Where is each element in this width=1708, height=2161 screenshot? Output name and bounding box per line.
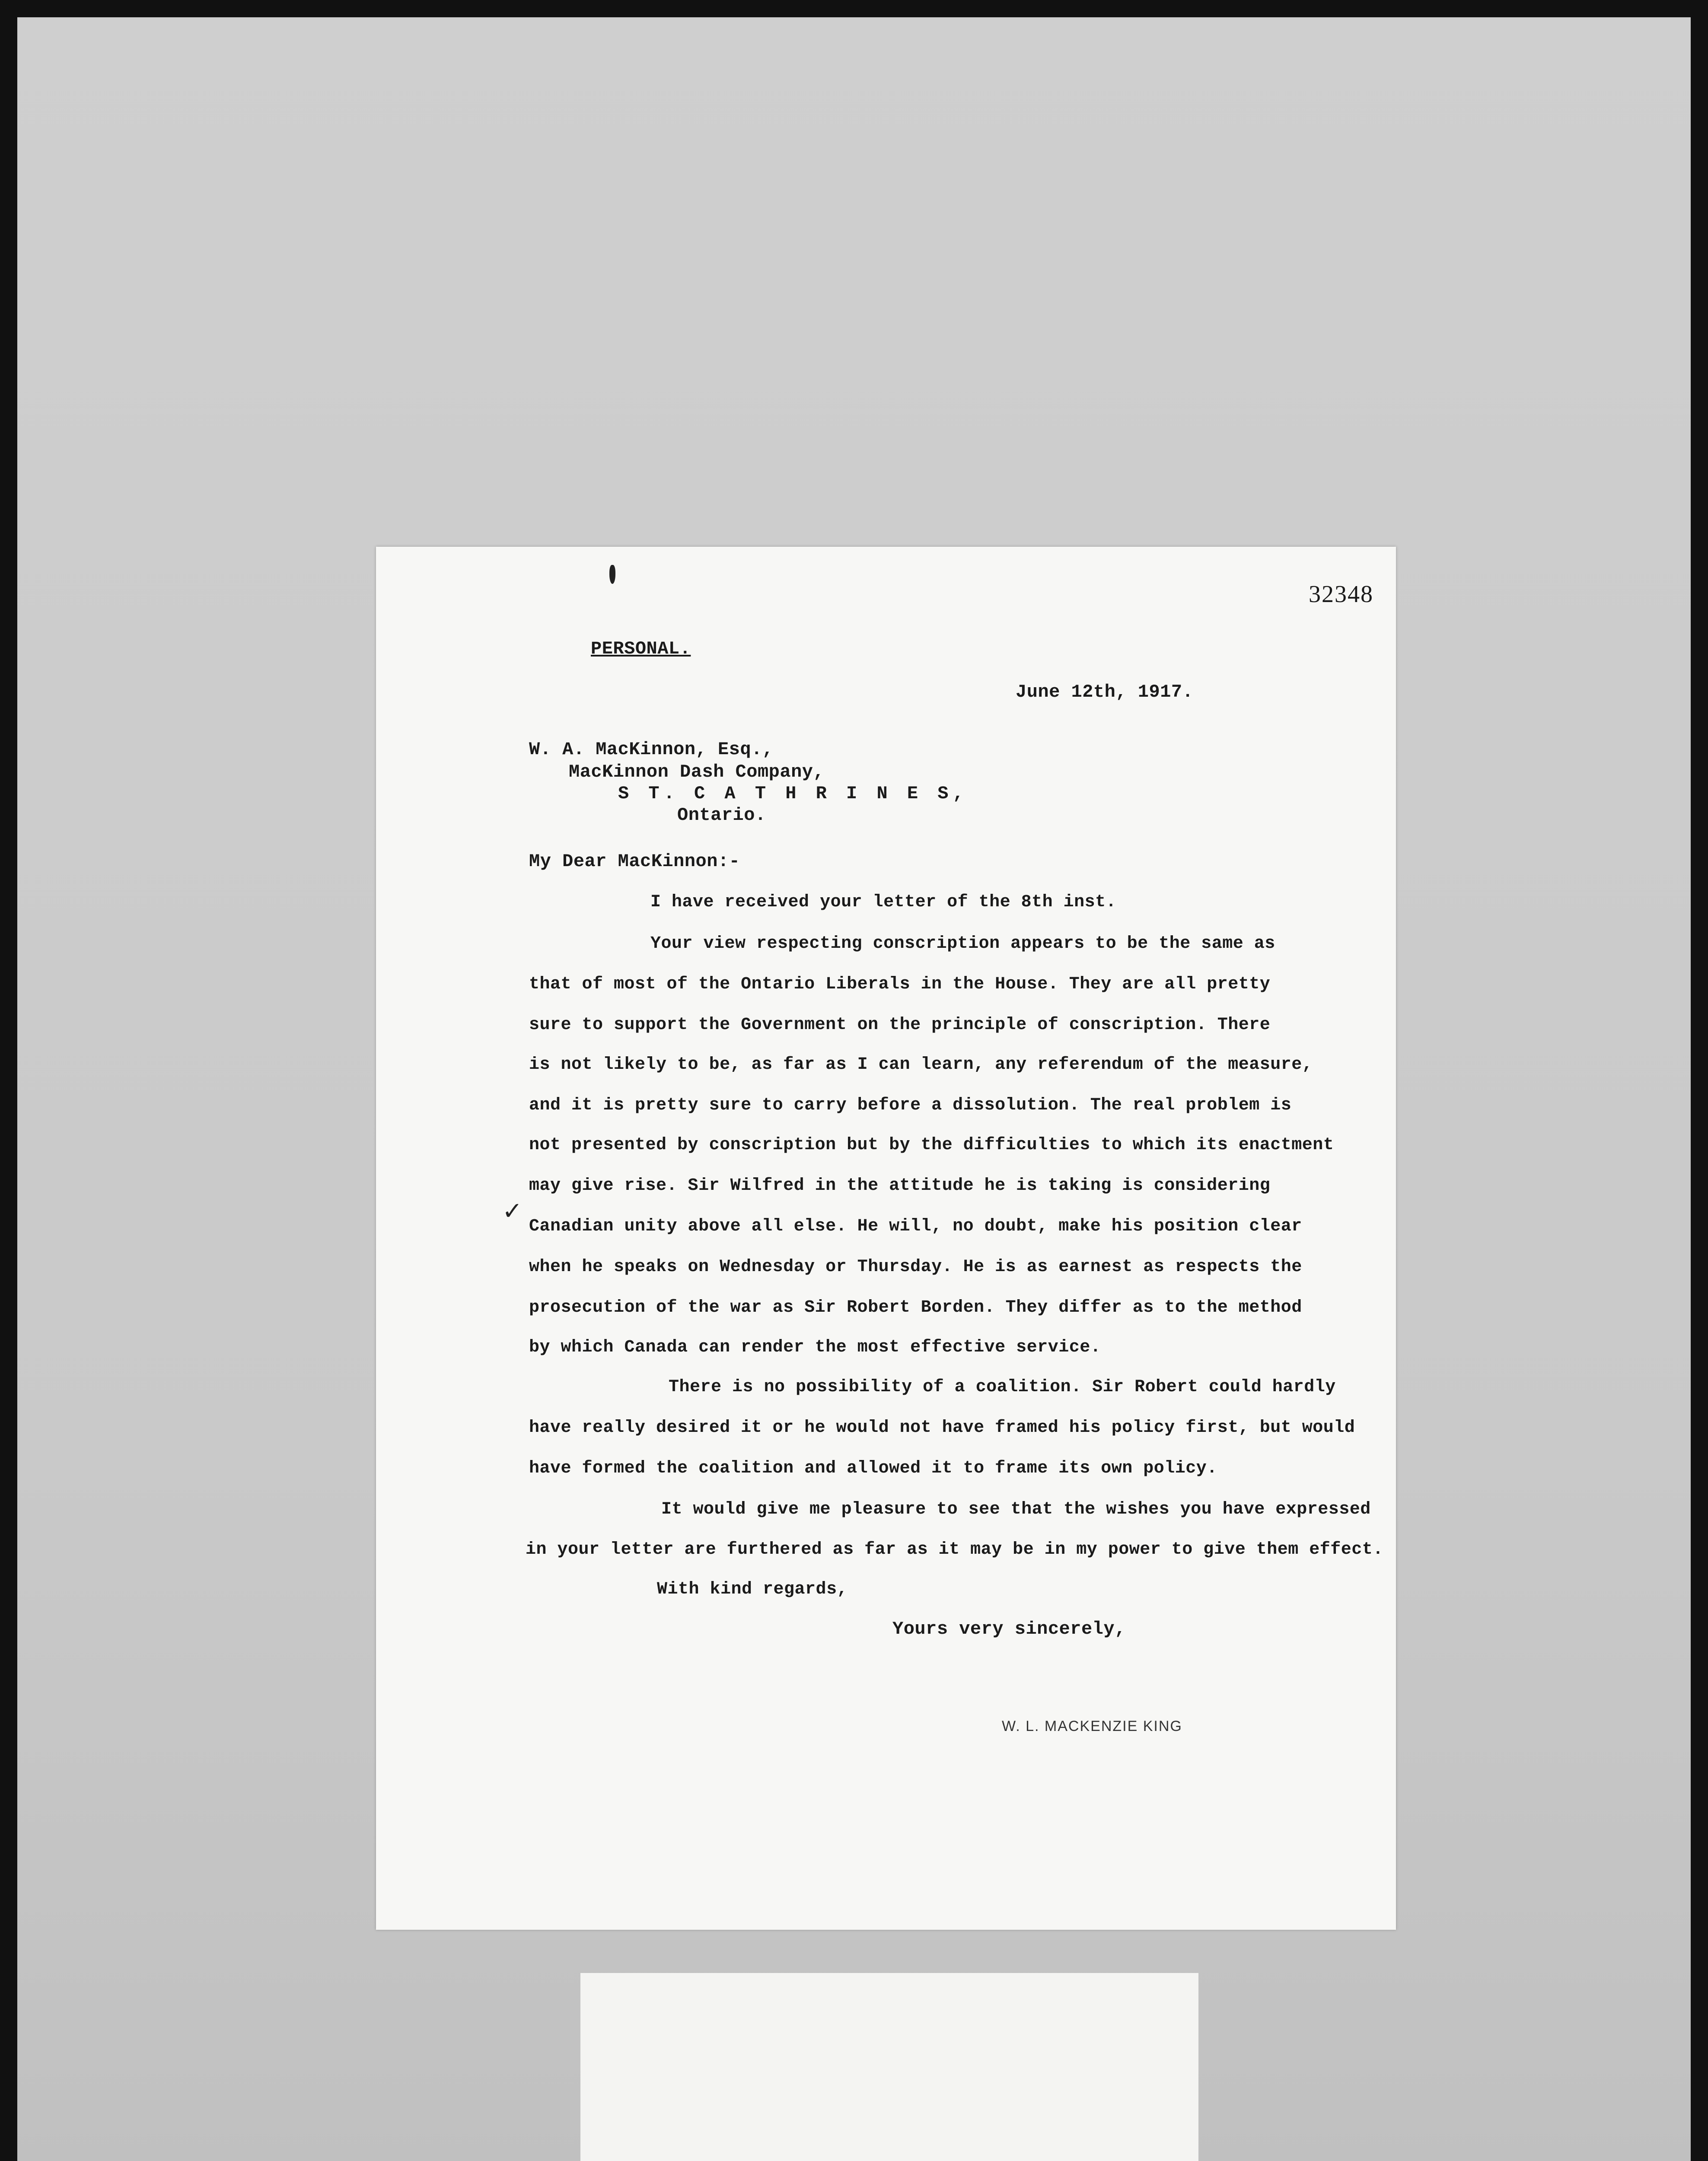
recipient-company: MacKinnon Dash Company, (569, 762, 825, 782)
recipient-province: Ontario. (677, 805, 766, 826)
body-line: sure to support the Government on the principle of conscription. There (529, 1015, 1271, 1035)
body-line: With kind regards, (657, 1580, 848, 1599)
recipient-city: S T. C A T H R I N E S, (618, 783, 968, 804)
body-line: and it is pretty sure to carry before a dissolution. The real problem is (529, 1096, 1292, 1115)
file-number: 32348 (1309, 581, 1373, 608)
check-mark: ✓ (502, 1197, 523, 1225)
microfilm-frame (17, 17, 1691, 2161)
body-line: by which Canada can render the most effective service. (529, 1338, 1101, 1357)
personal-marking: PERSONAL. (591, 638, 691, 659)
body-line: have formed the coalition and allowed it to frame its own policy. (529, 1459, 1217, 1478)
salutation: My Dear MacKinnon:- (529, 851, 740, 872)
archive-card (580, 1973, 1198, 2161)
body-line: is not likely to be, as far as I can learn, any referendum of the measure, (529, 1055, 1313, 1074)
body-line: when he speaks on Wednesday or Thursday. He is as earnest as respects the (529, 1257, 1302, 1277)
letter-date: June 12th, 1917. (1016, 682, 1194, 702)
closing: Yours very sincerely, (892, 1619, 1126, 1639)
body-line: in your letter are furthered as far as it may be in my power to give them effect. (526, 1540, 1383, 1559)
body-line: There is no possibility of a coalition. Sir Robert could hardly (669, 1377, 1336, 1397)
signature: W. L. MACKENZIE KING (1002, 1718, 1182, 1734)
body-line: Your view respecting conscription appears to be the same as (650, 934, 1275, 953)
body-line: have really desired it or he would not have framed his policy first, but would (529, 1418, 1355, 1437)
ink-mark (609, 565, 615, 584)
letter-sheet (376, 547, 1396, 1930)
body-line: Canadian unity above all else. He will, no doubt, make his position clear (529, 1217, 1302, 1236)
body-line: not presented by conscription but by the difficulties to which its enactment (529, 1135, 1334, 1155)
body-line: may give rise. Sir Wilfred in the attitude he is taking is considering (529, 1176, 1271, 1195)
recipient-name: W. A. MacKinnon, Esq., (529, 739, 774, 760)
body-line: that of most of the Ontario Liberals in the House. They are all pretty (529, 975, 1271, 994)
body-line: It would give me pleasure to see that the wishes you have expressed (661, 1500, 1371, 1519)
body-line: prosecution of the war as Sir Robert Borden. They differ as to the method (529, 1298, 1302, 1317)
body-line: I have received your letter of the 8th inst. (650, 892, 1117, 912)
